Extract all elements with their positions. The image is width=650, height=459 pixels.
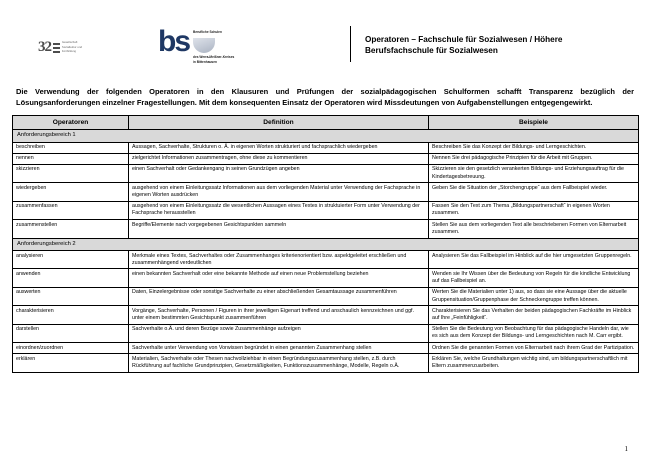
column-header-beispiele: Beispiele [429, 116, 639, 130]
table-row [13, 164, 639, 182]
operator-cell: beschreiben [13, 142, 129, 153]
definition-cell: einen bekannten Sachverhalt oder eine bekannte Methode auf einen neue Problemstellung beziehen [129, 269, 429, 287]
table-row [13, 201, 639, 219]
definition-cell: Vorgänge, Sachverhalte, Personen / Figuren in ihrer jeweiligen Eigenart treffend und anschaulich kennzeichnen und ggf. unter einem bestimmten Gesichtspunkt zusammenführen [129, 306, 429, 324]
example-cell: Werten Sie die Materialien unter 1) aus, so dass sie eine Aussage über die aktuelle Gruppensituation/Gruppenphase der Schneckengruppe treffen können. [429, 287, 639, 305]
example-cell: Analysieren Sie das Fallbeispiel im Hinblick auf die hier umgesetzten Gruppenregeln. [429, 251, 639, 269]
intro-paragraph: Die Verwendung der folgenden Operatoren in den Klausuren und Prüfungen der sozialpädagogischen Schulformen schafft Transparenz bezüglich der Lösungsanforderungen einzelner Fragestellungen. Mit dem konsequenten Einsatz der Operatoren wird Missdeutungen von Aufgabenstellungen entgegengewirkt. [16, 87, 634, 107]
logo-left-line-2: Sozialkultur und [62, 45, 83, 49]
logo-center [158, 26, 308, 65]
definition-cell: Aussagen, Sachverhalte, Strukturen o. Ä. in eigenen Worten strukturiert und fachsprachlich wiedergeben [129, 142, 429, 153]
table-header-row [13, 116, 639, 130]
definition-cell: einen Sachverhalt oder Gedankengang in seinen Grundzügen angeben [129, 164, 429, 182]
column-header-operatoren: Operatoren [13, 116, 129, 130]
example-cell: Wenden sie Ihr Wissen über die Bedeutung von Regeln für die kindliche Entwicklung auf das Fallbeispiel an. [429, 269, 639, 287]
table-row [13, 142, 639, 153]
section-label: Anforderungsbereich 1 [13, 130, 639, 143]
section-label: Anforderungsbereich 2 [13, 238, 639, 251]
section-header-row [13, 238, 639, 251]
operators-table [12, 115, 639, 373]
definition-cell: zielgerichtet Informationen zusammentragen, ohne diese zu kommentieren [129, 153, 429, 164]
example-cell: Charakterisieren Sie das Verhalten der beiden pädagogischen Fachkräfte im Hinblick auf Ihre „Feinfühligkeit“. [429, 306, 639, 324]
table-row [13, 354, 639, 372]
logo-left-mark: 32 [38, 39, 51, 55]
operator-cell: darstellen [13, 324, 129, 342]
page-number: 1 [624, 445, 628, 453]
operator-cell: wiedergeben [13, 183, 129, 201]
table-row [13, 220, 639, 238]
table-row [13, 153, 639, 164]
example-cell: Fassen Sie den Text zum Thema „Bildungspartnerschaft“ in eigenen Worten zusammen. [429, 201, 639, 219]
logo-center-text [193, 28, 234, 65]
logo-left-bars [53, 41, 82, 53]
table-row [13, 343, 639, 354]
definition-cell: Merkmale eines Textes, Sachverhaltes oder Zusammenhanges kriterienorientiert bzw. aspektgeleitet erschließen und zusammenhängend verdeutlichen [129, 251, 429, 269]
crest-icon [193, 38, 215, 53]
example-cell: Ordnen Sie die genannten Formen von Elternarbeit nach ihrem Grad der Partizipation. [429, 343, 639, 354]
table-row [13, 269, 639, 287]
example-cell: Erklären Sie, welche Grundhaltungen wichtig sind, um bildungspartnerschaftlich mit Eltern zusammenzuarbeiten. [429, 354, 639, 372]
definition-cell: Daten, Einzelergebnisse oder sonstige Sachverhalte zu einer abschließenden Gesamtaussage zusammenführen [129, 287, 429, 305]
example-cell: Stellen Sie aus dem vorliegenden Text alle beschriebenen Formen von Elternarbeit zusammen. [429, 220, 639, 238]
table-row [13, 324, 639, 342]
operator-cell: auswerten [13, 287, 129, 305]
logo-bs-mark: bs [158, 25, 190, 58]
header-title [350, 26, 622, 62]
logo-left-line-1: Gesellschaft [62, 41, 78, 45]
example-cell: Nennen Sie drei pädagogische Prinzipien für die Arbeit mit Gruppen. [429, 153, 639, 164]
example-cell: Stellen Sie die Bedeutung von Beobachtung für das pädagogische Handeln dar, wie es sich aus dem Konzept der Bildungs- und Lerngeschichten nach M. Carr ergibt. [429, 324, 639, 342]
column-header-definition: Definition [129, 116, 429, 130]
example-cell: Geben Sie die Situation der „Storchengruppe“ aus dem Fallbeispiel wieder. [429, 183, 639, 201]
operator-cell: zusammenstellen [13, 220, 129, 238]
table-row [13, 251, 639, 269]
logo-center-line-2: des Werra-Meißner-Kreises [193, 54, 235, 59]
operator-cell: analysieren [13, 251, 129, 269]
example-cell: Beschreiben Sie das Konzept der Bildungs- und Lerngeschichten. [429, 142, 639, 153]
table-row [13, 183, 639, 201]
operator-cell: zusammenfassen [13, 201, 129, 219]
definition-cell: Sachverhalte unter Verwendung von Vorwissen begründet in einen genannten Zusammenhang stellen [129, 343, 429, 354]
operator-cell: erklären [13, 354, 129, 372]
operator-cell: nennen [13, 153, 129, 164]
operator-cell: einordnen/zuordnen [13, 343, 129, 354]
definition-cell: Sachverhalte o.Ä. und deren Bezüge sowie Zusammenhänge aufzeigen [129, 324, 429, 342]
operator-cell: charakterisieren [13, 306, 129, 324]
table-row [13, 306, 639, 324]
table-body [13, 130, 639, 373]
definition-cell: ausgehend von einem Einleitungssatz die wesentlichen Aussagen eines Textes in struktuierter Form unter Verwendung der Fachsprache herausstellen [129, 201, 429, 219]
logo-left [38, 26, 158, 55]
definition-cell: Begriffe/Elemente nach vorgegebenen Gesichtspunkten sammeln [129, 220, 429, 238]
logo-center-line-1: Berufliche Schulen [193, 30, 222, 34]
header-title-line-1: Operatoren – Fachschule für Sozialwesen / Höhere [365, 35, 563, 44]
header-title-line-2: Berufsfachschule für Sozialwesen [365, 46, 498, 55]
operator-cell: skizzieren [13, 164, 129, 182]
section-header-row [13, 130, 639, 143]
document-header [12, 26, 638, 78]
operator-cell: anwenden [13, 269, 129, 287]
definition-cell: Materialien, Sachverhalte oder Thesen nachvollziehbar in einen Begründungszusammenhang stellen, z.B. durch Rückführung auf fachliche Grundprinzipien, Gesetzmäßigkeiten, Funktionszusammenhänge, Modelle, Regeln o.Ä. [129, 354, 429, 372]
logo-center-line-3: in Bittenhausen [193, 60, 217, 65]
example-cell: Skizzieren sie den gesetzlich verankerten Bildungs- und Erziehungsauftrag für die Kindertagesbetreuung. [429, 164, 639, 182]
table-row [13, 287, 639, 305]
definition-cell: ausgehend von einem Einleitungssatz Informationen aus dem vorliegenden Material unter Verwendung der Fachsprache in eigenen Worten ausdrücken [129, 183, 429, 201]
logo-left-line-3: Fortbildung [62, 49, 77, 53]
